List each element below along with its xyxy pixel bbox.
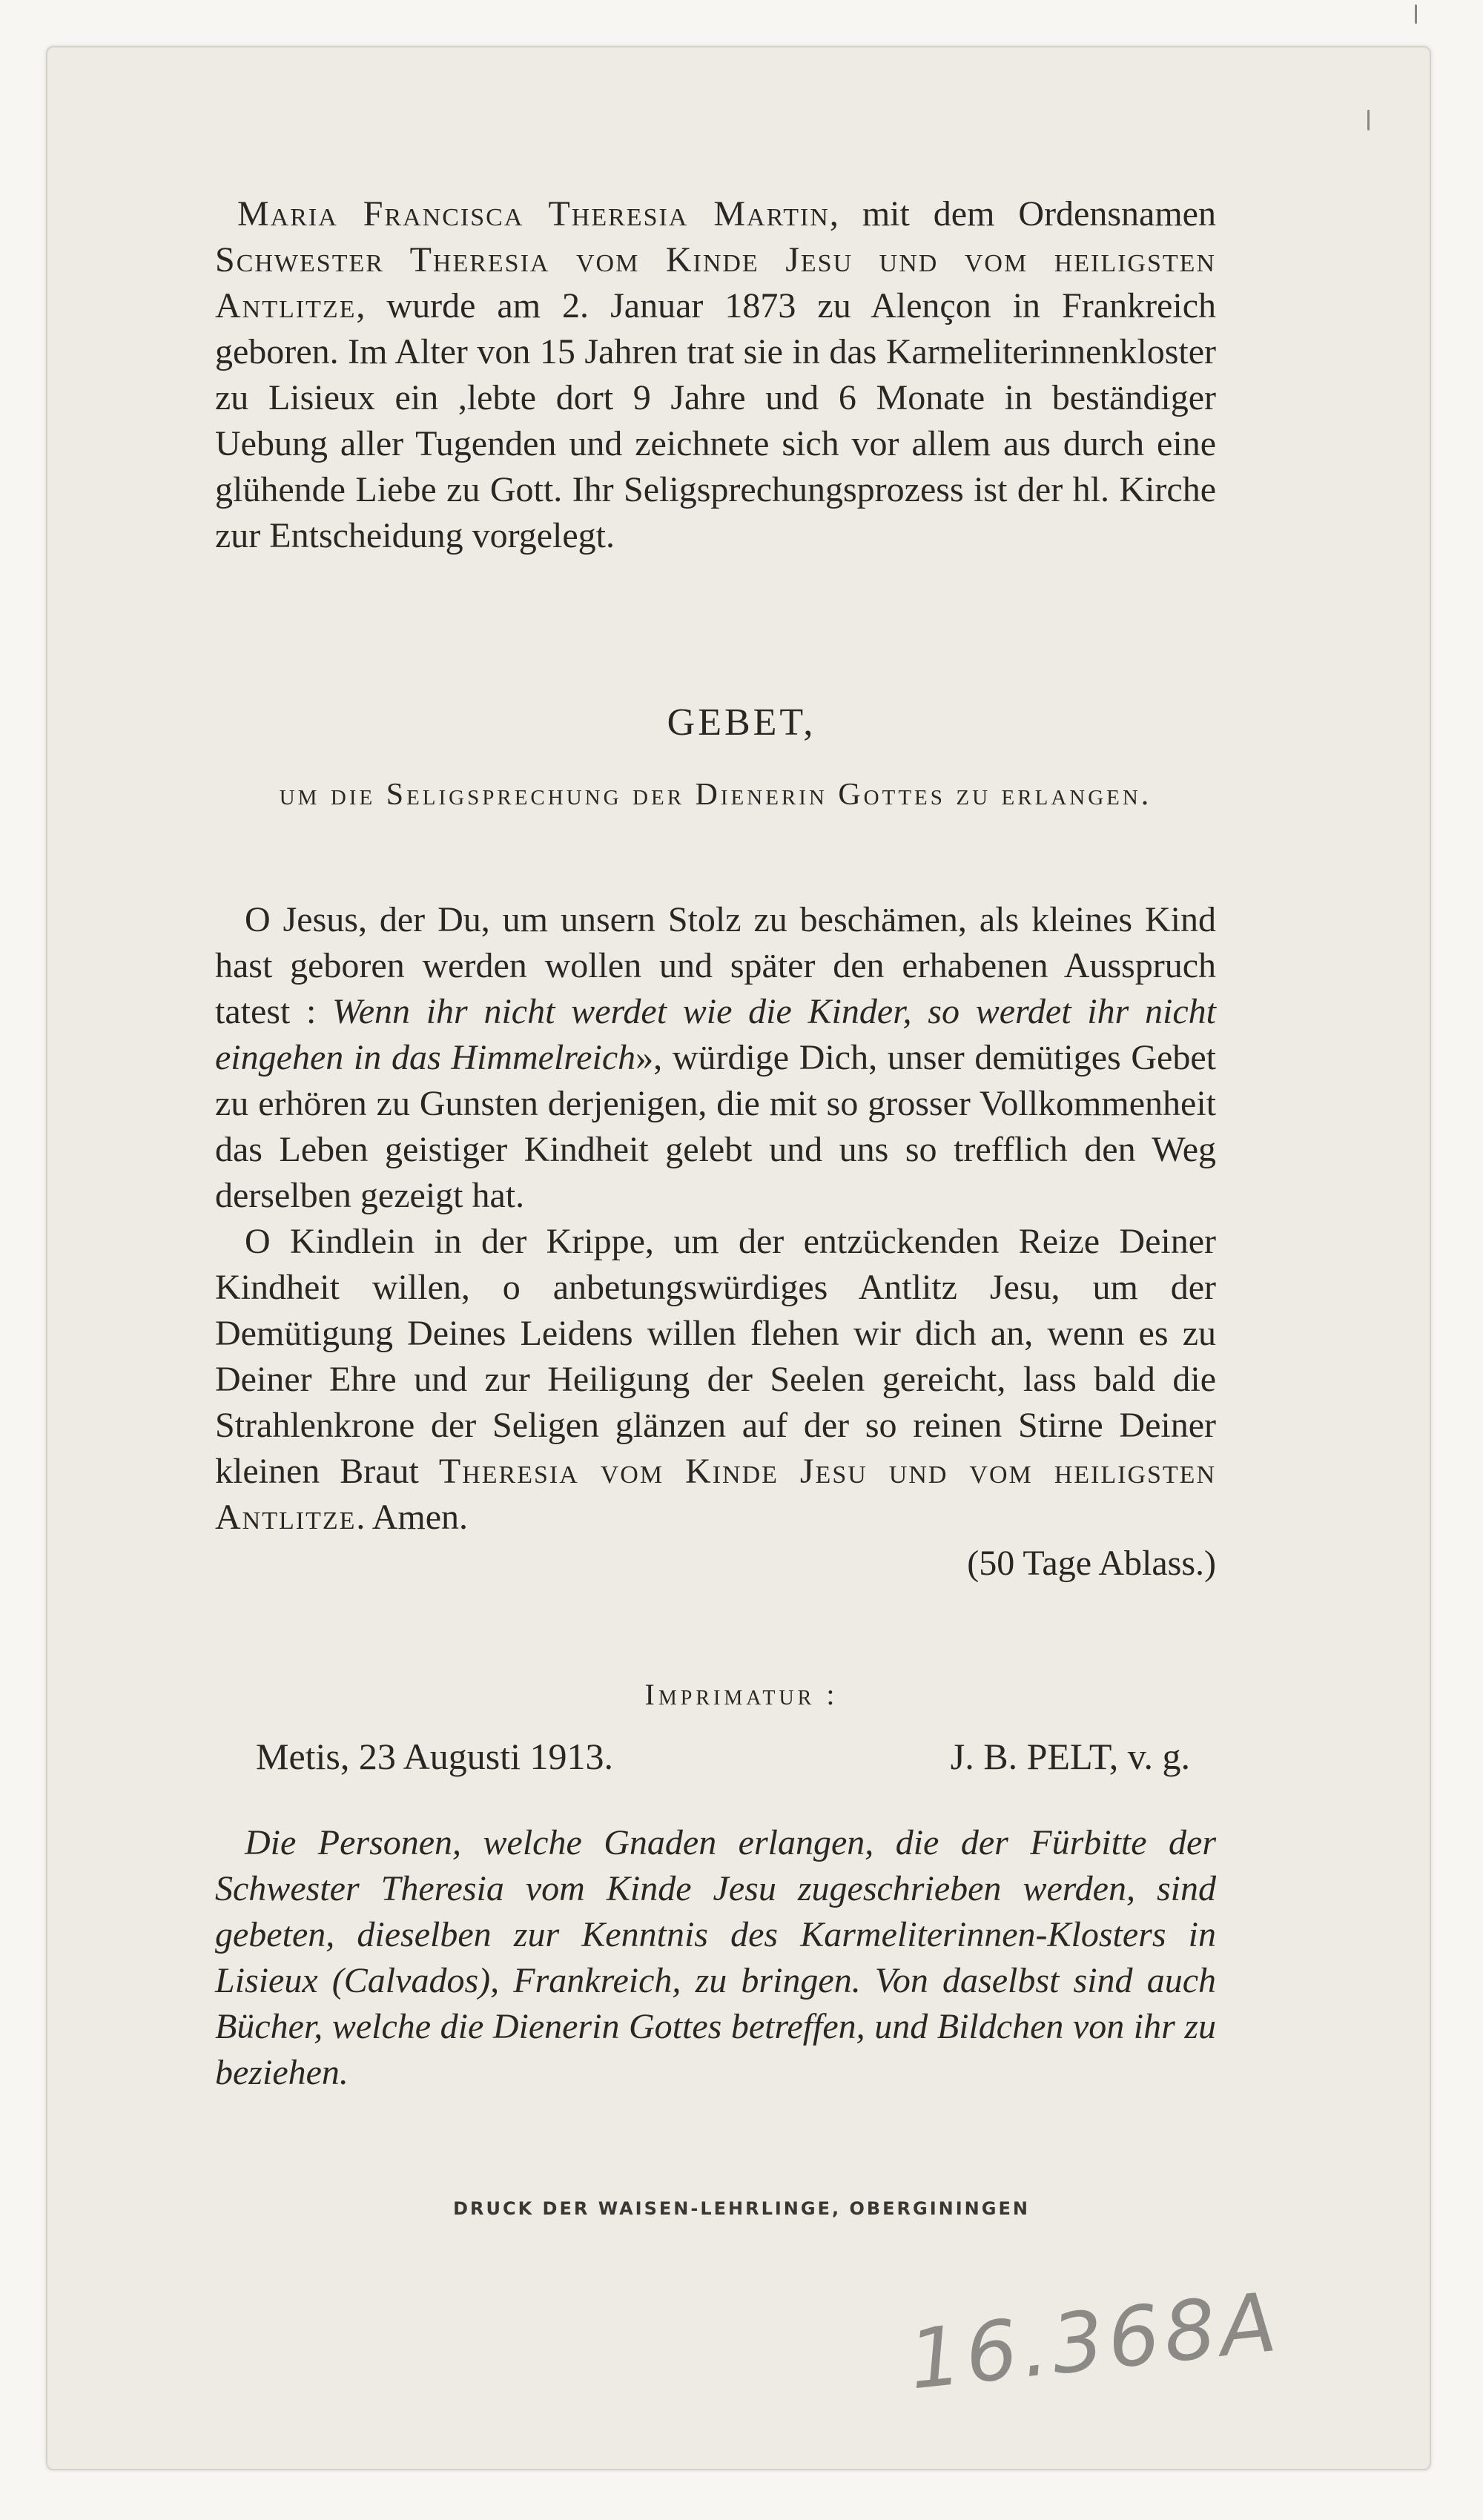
prayer-paragraph-2: [215, 1219, 1216, 1541]
prayer-p2-end: . Amen.: [356, 1498, 469, 1537]
religious-name: Schwester Theresia vom Kinde Jesu und vom heiligsten Antlitze: [215, 240, 1216, 325]
imprimatur-signatory: J. B. PELT, v. g.: [950, 1736, 1190, 1777]
prayer-p1-end: », würdige Dich, unser demütiges Gebet zu erhören zu Gunsten derjenigen, die mit so grosser Vollkommenheit das Leben geistiger Kindheit gelebt und uns so trefflich den Weg derselben gezeigt hat.: [215, 1038, 1217, 1215]
saint-name: Maria Francisca Theresia Martin: [237, 194, 830, 234]
inventory-number: 16.368A: [905, 2274, 1285, 2408]
imprimatur-label: Imprimatur :: [644, 1678, 839, 1711]
biography-text-1: , mit dem Ordensnamen: [829, 194, 1216, 234]
indulgence-note: (50 Tage Ablass.): [967, 1544, 1216, 1583]
imprimatur-line: [256, 1735, 1190, 1778]
prayer-title: GEBET,: [667, 701, 816, 744]
prayer-p1-start: O Jesus, der Du, um unsern Stolz zu beschämen, als kleines Kind hast geboren werden wollen und später den erhabenen Ausspruch tatest :: [215, 900, 1216, 1031]
prayer-subtitle: um die Seligsprechung der Dienerin Gottes zu erlangen.: [279, 778, 1152, 812]
biography-paragraph: [215, 191, 1216, 559]
prayer-text: [215, 897, 1216, 1587]
imprimatur-place-date: Metis, 23 Augusti 1913.: [256, 1736, 613, 1777]
pencil-mark: [1367, 110, 1370, 130]
prayer-paragraph-1: [215, 897, 1216, 1219]
prayer-quote: Wenn ihr nicht werdet wie die Kinder, so werdet ihr nicht eingehen in das Himmelreich: [215, 992, 1217, 1077]
biography-text-2: , wurde am 2. Januar 1873 zu Alençon in Frankreich geboren. Im Alter von 15 Jahren trat sie in das Karmeliterinnenkloster zu Lisieux ein ,lebte dort 9 Jahre und 6 Monate in beständiger Uebung aller Tugenden und zeichnete sich vor allem aus durch eine glühende Liebe zu Gott. Ihr Seligsprechungsprozess ist der hl. Kirche zur Entscheidung vorgelegt.: [215, 286, 1216, 555]
printer-imprint: DRUCK DER WAISEN-LEHRLINGE, OBERGININGEN: [453, 2198, 1030, 2219]
prayer-p2-start: O Kindlein in der Krippe, um der entzückenden Reize Deiner Kindheit willen, o anbetungswürdiges Antlitz Jesu, um der Demütigung Deines Leidens willen flehen wir dich an, wenn es zu Deiner Ehre und zur Heiligung der Seelen gereicht, lass bald die Strahlenkrone der Seligen glänzen auf der so reinen Stirne Deiner kleinen Braut: [215, 1222, 1216, 1491]
pencil-mark: [1415, 4, 1417, 24]
prayer-saint-name: Theresia vom Kinde Jesu und vom heiligsten Antlitze: [215, 1452, 1216, 1537]
closing-note: Die Personen, welche Gnaden erlangen, die der Fürbitte der Schwester Theresia vom Kinde Jesu zugeschrieben werden, sind gebeten, dieselben zur Kenntnis des Karmeliterinnen-Klosters in Lisieux (Calvados), Frankreich, zu bringen. Von daselbst sind auch Bücher, welche die Dienerin Gottes betreffen, und Bildchen von ihr zu beziehen.: [215, 1823, 1216, 2092]
